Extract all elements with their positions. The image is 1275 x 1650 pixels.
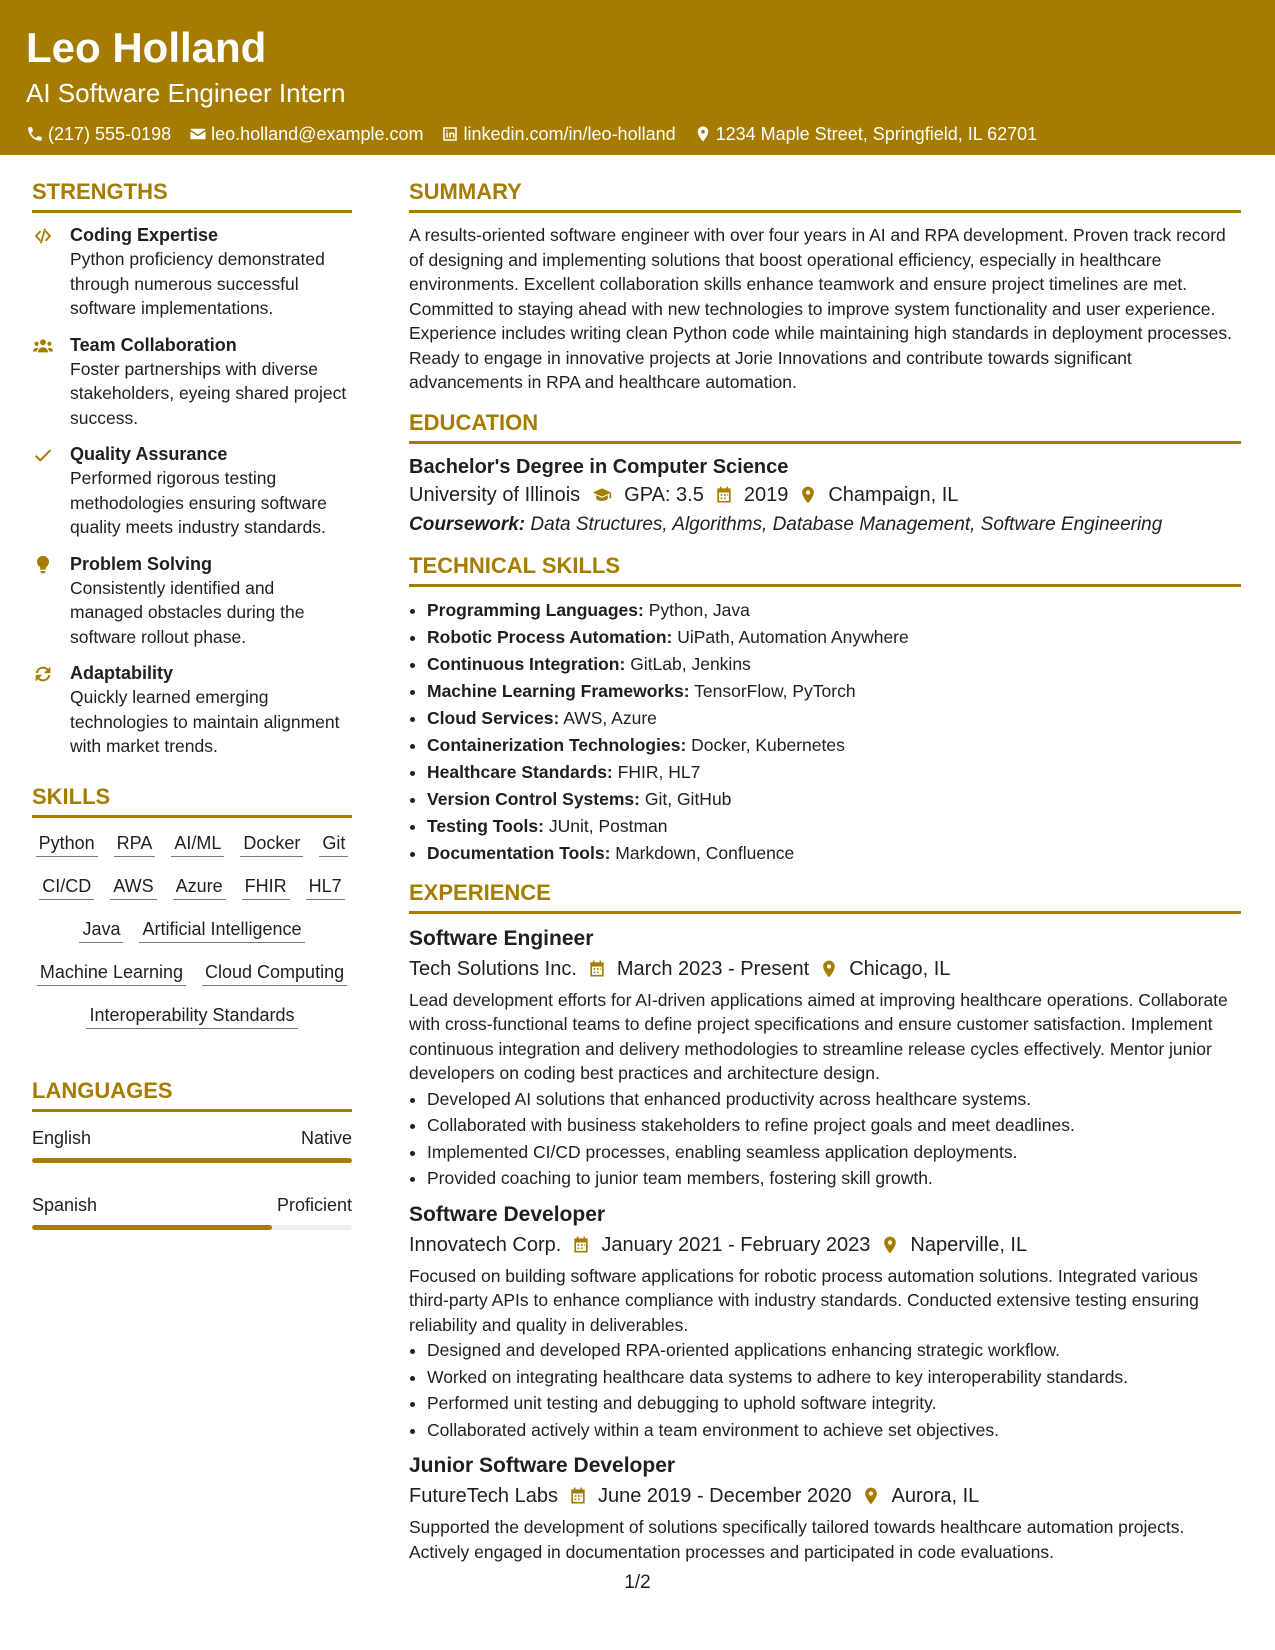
candidate-name: Leo Holland bbox=[26, 24, 267, 71]
job-dates: June 2019 - December 2020 bbox=[597, 1485, 852, 1507]
language-item bbox=[32, 1193, 352, 1230]
job-meta bbox=[409, 1481, 1241, 1511]
calendar-icon bbox=[568, 1486, 588, 1506]
job-title: Junior Software Developer bbox=[409, 1454, 676, 1477]
coursework bbox=[409, 510, 1241, 540]
graduation-year: 2019 bbox=[743, 483, 789, 506]
skill-tag: CI/CD bbox=[39, 875, 94, 900]
job-description: Lead development efforts for AI-driven applications aimed at improving healthcare operations. Collaborate with cross-functional teams to define project specifications and ensure customer satisfaction. Implement continuous integration and delivery methodologies to streamline release cycles effectively. Mentor junior developers on coding best practices and architecture design. bbox=[409, 989, 1228, 1083]
strength-desc: Quickly learned emerging technologies to maintain alignment with market trends. bbox=[70, 687, 340, 756]
skill-values: GitLab, Jenkins bbox=[630, 653, 751, 674]
language-item bbox=[32, 1126, 352, 1163]
summary-heading: SUMMARY bbox=[409, 178, 1241, 213]
right-column bbox=[409, 178, 1241, 1572]
skill-category: Continuous Integration: bbox=[427, 653, 626, 674]
skill-values: AWS, Azure bbox=[563, 707, 657, 728]
resume-header bbox=[0, 0, 1275, 155]
skill-tag: Artificial Intelligence bbox=[139, 918, 304, 943]
list-item bbox=[427, 840, 1241, 867]
skill-values: Python, Java bbox=[648, 599, 750, 620]
skills-list bbox=[32, 828, 352, 1029]
strength-item bbox=[32, 223, 352, 321]
map-pin-icon bbox=[798, 485, 818, 505]
technical-skills-list bbox=[409, 597, 1241, 867]
list-item bbox=[427, 786, 1241, 813]
strengths-heading: STRENGTHS bbox=[32, 178, 352, 213]
job-location: Chicago, IL bbox=[849, 957, 951, 980]
code-icon bbox=[32, 225, 54, 247]
list-item bbox=[427, 759, 1241, 786]
page-number: 1/2 bbox=[624, 1572, 651, 1593]
skill-values: Markdown, Confluence bbox=[615, 842, 795, 863]
map-pin-icon bbox=[819, 959, 839, 979]
job-title: Software Engineer bbox=[409, 926, 594, 950]
skill-tag: Git bbox=[319, 832, 348, 857]
skill-values: TensorFlow, PyTorch bbox=[694, 680, 856, 701]
contact-phone bbox=[26, 122, 171, 146]
skill-category: Cloud Services: bbox=[427, 707, 560, 728]
skill-category: Robotic Process Automation: bbox=[427, 626, 673, 647]
skill-tag: Docker bbox=[240, 832, 303, 857]
summary-text: A results-oriented software engineer with over four years in AI and RPA development. Proven track record of designing and implementing solutions that boost operational efficiency, especially in healthcare environments. Excellent collaboration skills enhance teamwork and ensure project timelines are met. Committed to staying ahead with new technologies to improve system functionality and user experience. Experience includes writing clean Python code while maintaining high standards in deployment processes. Ready to engage in innovative projects at Jorie Innovations and contribute towards significant advancements in RPA and healthcare automation. bbox=[409, 225, 1232, 392]
technical-skills-heading: TECHNICAL SKILLS bbox=[409, 552, 1241, 587]
language-name: Spanish bbox=[32, 1194, 98, 1215]
skill-tag: HL7 bbox=[306, 875, 345, 900]
job-bullets bbox=[409, 1086, 1241, 1192]
list-item bbox=[427, 705, 1241, 732]
strength-item bbox=[32, 552, 352, 650]
envelope-icon bbox=[189, 125, 207, 143]
job-meta bbox=[409, 1230, 1241, 1260]
job-description: Supported the development of solutions specifically tailored towards healthcare automation projects. Actively engaged in documentation processes and participated in code evaluations. bbox=[409, 1517, 1185, 1562]
list-item: • Provided coaching to junior team members, fostering skill growth. bbox=[427, 1165, 1241, 1192]
strength-desc: Python proficiency demonstrated through numerous successful software implementations. bbox=[70, 249, 325, 318]
email-link[interactable]: leo.holland@example.com bbox=[211, 124, 424, 144]
skill-values: UiPath, Automation Anywhere bbox=[677, 626, 909, 647]
lightbulb-icon bbox=[32, 554, 54, 576]
skill-category: Testing Tools: bbox=[427, 815, 544, 836]
skill-category: Version Control Systems: bbox=[427, 788, 640, 809]
skill-tag: Interoperability Standards bbox=[86, 1004, 297, 1029]
strength-title: Quality Assurance bbox=[70, 444, 228, 464]
company-name: Tech Solutions Inc. bbox=[409, 957, 577, 980]
job-dates: January 2021 - February 2023 bbox=[601, 1233, 871, 1256]
list-item bbox=[427, 732, 1241, 759]
skill-values: Git, GitHub bbox=[644, 788, 732, 809]
map-pin-icon bbox=[880, 1235, 900, 1255]
skill-category: Healthcare Standards: bbox=[427, 761, 613, 782]
skill-category: Programming Languages: bbox=[427, 599, 644, 620]
skill-tag: Python bbox=[36, 832, 98, 857]
degree-title: Bachelor's Degree in Computer Science bbox=[409, 455, 789, 478]
job-entry bbox=[409, 924, 1241, 1192]
skills-heading: SKILLS bbox=[32, 783, 352, 818]
users-icon bbox=[32, 335, 54, 357]
strength-title: Problem Solving bbox=[70, 553, 213, 574]
calendar-icon bbox=[587, 959, 607, 979]
phone-text: (217) 555-0198 bbox=[48, 124, 172, 144]
skill-tag: RPA bbox=[114, 832, 156, 857]
strength-title: Adaptability bbox=[70, 663, 174, 683]
contact-email[interactable] bbox=[189, 122, 423, 146]
list-item: • Worked on integrating healthcare data systems to adhere to key interoperability standards. bbox=[427, 1364, 1241, 1391]
skill-category: Machine Learning Frameworks: bbox=[427, 680, 690, 701]
coursework-list: Data Structures, Algorithms, Database Management, Software Engineering bbox=[530, 513, 1163, 535]
list-item bbox=[427, 624, 1241, 651]
skill-values: Docker, Kubernetes bbox=[691, 734, 845, 755]
strength-desc: Consistently identified and managed obstacles during the software rollout phase. bbox=[70, 577, 305, 647]
list-item: • Developed AI solutions that enhanced productivity across healthcare systems. bbox=[427, 1086, 1241, 1113]
calendar-icon bbox=[714, 485, 734, 505]
job-meta bbox=[409, 954, 1241, 984]
skill-tag: AI/ML bbox=[171, 832, 224, 857]
strength-item bbox=[32, 442, 352, 540]
job-entry bbox=[409, 1200, 1241, 1444]
job-title: Software Developer bbox=[409, 1202, 606, 1226]
strength-desc: Performed rigorous testing methodologies ensuring software quality meets industry standards. bbox=[70, 468, 327, 537]
strength-title: Team Collaboration bbox=[70, 334, 237, 355]
language-level-fill bbox=[32, 1225, 272, 1230]
education-meta bbox=[409, 480, 1241, 510]
job-dates: March 2023 - Present bbox=[616, 957, 810, 980]
linkedin-link[interactable]: linkedin.com/in/leo-holland bbox=[463, 124, 676, 144]
language-level: Native bbox=[300, 1127, 352, 1148]
list-item bbox=[427, 597, 1241, 624]
language-level: Proficient bbox=[276, 1194, 352, 1215]
coursework-label: Coursework: bbox=[409, 513, 526, 535]
map-pin-icon bbox=[694, 125, 712, 143]
languages-heading: LANGUAGES bbox=[32, 1077, 352, 1112]
job-description: Focused on building software applications for robotic process automation solutions. Integrated various third-party APIs to enhance compliance with industry standards. Conducted extensive testing ensuring reliability and quality in deliverables. bbox=[409, 1265, 1199, 1335]
strength-title: Coding Expertise bbox=[70, 225, 219, 245]
contact-bar bbox=[26, 122, 1249, 146]
skill-tag: AWS bbox=[110, 875, 156, 900]
skill-values: FHIR, HL7 bbox=[617, 761, 701, 782]
list-item: • Designed and developed RPA-oriented applications enhancing strategic workflow. bbox=[427, 1337, 1241, 1364]
language-level-bar bbox=[32, 1158, 352, 1163]
skill-tag: Java bbox=[79, 918, 123, 943]
list-item bbox=[427, 651, 1241, 678]
strength-item bbox=[32, 661, 352, 759]
calendar-icon bbox=[571, 1235, 591, 1255]
skill-tag: Machine Learning bbox=[37, 961, 186, 986]
phone-icon bbox=[26, 125, 44, 143]
language-level-fill bbox=[32, 1158, 352, 1163]
skill-tag: FHIR bbox=[242, 875, 290, 900]
linkedin-icon bbox=[441, 125, 459, 143]
skill-values: JUnit, Postman bbox=[548, 815, 668, 836]
experience-heading: EXPERIENCE bbox=[409, 879, 1241, 914]
refresh-icon bbox=[32, 663, 54, 685]
job-entry bbox=[409, 1451, 1241, 1564]
candidate-title: AI Software Engineer Intern bbox=[26, 78, 346, 108]
gpa-text: GPA: 3.5 bbox=[624, 483, 704, 506]
list-item bbox=[427, 813, 1241, 840]
skill-category: Documentation Tools: bbox=[427, 842, 611, 863]
language-name: English bbox=[32, 1127, 92, 1148]
job-location: Naperville, IL bbox=[910, 1233, 1028, 1256]
list-item: • Performed unit testing and debugging to uphold software integrity. bbox=[427, 1390, 1241, 1417]
graduation-cap-icon bbox=[590, 485, 614, 505]
address-text: 1234 Maple Street, Springfield, IL 62701 bbox=[715, 124, 1038, 144]
company-name: FutureTech Labs bbox=[409, 1485, 558, 1507]
strength-desc: Foster partnerships with diverse stakeholders, eyeing shared project success. bbox=[70, 358, 347, 428]
list-item: • Collaborated actively within a team environment to achieve set objectives. bbox=[427, 1417, 1241, 1444]
job-bullets bbox=[409, 1337, 1241, 1443]
left-column bbox=[32, 178, 352, 1230]
company-name: Innovatech Corp. bbox=[409, 1233, 562, 1256]
skill-category: Containerization Technologies: bbox=[427, 734, 687, 755]
skill-tag: Cloud Computing bbox=[202, 961, 347, 986]
skill-tag: Azure bbox=[173, 875, 226, 900]
contact-linkedin[interactable] bbox=[441, 122, 675, 146]
list-item: • Collaborated with business stakeholders to refine project goals and meet deadlines. bbox=[427, 1112, 1241, 1139]
contact-address bbox=[694, 122, 1038, 146]
job-location: Aurora, IL bbox=[891, 1485, 980, 1507]
list-item bbox=[427, 678, 1241, 705]
check-icon bbox=[32, 444, 54, 466]
map-pin-icon bbox=[861, 1486, 881, 1506]
strength-item bbox=[32, 333, 352, 431]
language-level-bar bbox=[32, 1225, 352, 1230]
school-name: University of Illinois bbox=[409, 483, 581, 506]
list-item: • Implemented CI/CD processes, enabling seamless application deployments. bbox=[427, 1139, 1241, 1166]
education-heading: EDUCATION bbox=[409, 409, 1241, 444]
school-location: Champaign, IL bbox=[828, 483, 959, 506]
